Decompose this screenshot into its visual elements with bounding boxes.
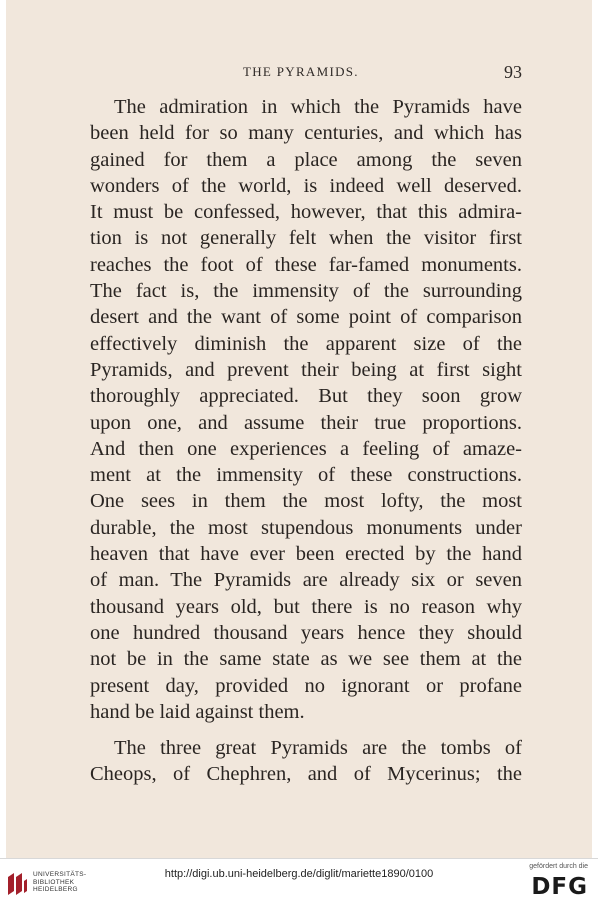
viewer-footer: [0, 858, 598, 903]
text-line: effectively diminish the apparent size of the: [90, 332, 522, 355]
library-name-line: UNIVERSITÄTS-: [33, 871, 87, 878]
page-number: 93: [504, 62, 522, 82]
text-line: tion is not generally felt when the visitor first: [90, 227, 522, 250]
text-line: thoroughly appreciated. But they soon grow: [90, 385, 522, 408]
body-text: [90, 94, 522, 788]
text-line: heaven that have ever been erected by the hand: [90, 543, 522, 566]
text-line: thousand years old, but there is no reason why: [90, 595, 522, 618]
running-title: THE PYRAMIDS.: [243, 64, 359, 79]
text-line: Cheops, of Chephren, and of Mycerinus; the: [90, 763, 522, 786]
document-url[interactable]: http://digi.ub.uni-heidelberg.de/diglit/mariette1890/0100: [164, 868, 434, 880]
text-line: gained for them a place among the seven: [90, 148, 522, 171]
text-line: hand be laid against them.: [90, 700, 305, 723]
text-line: It must be confessed, however, that this admira-: [90, 201, 522, 224]
text-line: durable, the most stupendous monuments under: [90, 516, 522, 539]
text-line: of man. The Pyramids are already six or seven: [90, 569, 522, 592]
text-line: The admiration in which the Pyramids have: [114, 96, 522, 118]
library-name-line: BIBLIOTHEK: [33, 878, 75, 886]
text-line: desert and the want of some point of comparison: [90, 306, 522, 329]
text-line: One sees in them the most lofty, the most: [90, 490, 522, 513]
text-line: The fact is, the immensity of the surrounding: [90, 280, 522, 303]
text-line: present day, provided no ignorant or profane: [90, 674, 522, 697]
text-line: not be in the same state as we see them at the: [90, 648, 522, 671]
dfg-logo: DFG: [531, 874, 588, 900]
sponsor-label: gefördert durch die: [529, 863, 588, 870]
text-line: reaches the foot of these far-famed monuments.: [90, 253, 522, 276]
book-page: [6, 0, 592, 858]
text-line: upon one, and assume their true proportions.: [90, 411, 522, 434]
text-line: And then one experiences a feeling of amaze-: [90, 437, 522, 460]
text-line: ment at the immensity of these constructions.: [90, 464, 522, 487]
text-line: one hundred thousand years hence they should: [90, 621, 522, 644]
text-line: Pyramids, and prevent their being at first sight: [90, 358, 522, 381]
library-name-line: HEIDELBERG: [33, 886, 78, 893]
page-header: [90, 62, 522, 84]
text-line: been held for so many centuries, and which has: [90, 122, 522, 145]
text-line: The three great Pyramids are the tombs of: [114, 737, 522, 760]
text-line: wonders of the world, is indeed well deserved.: [90, 174, 522, 197]
